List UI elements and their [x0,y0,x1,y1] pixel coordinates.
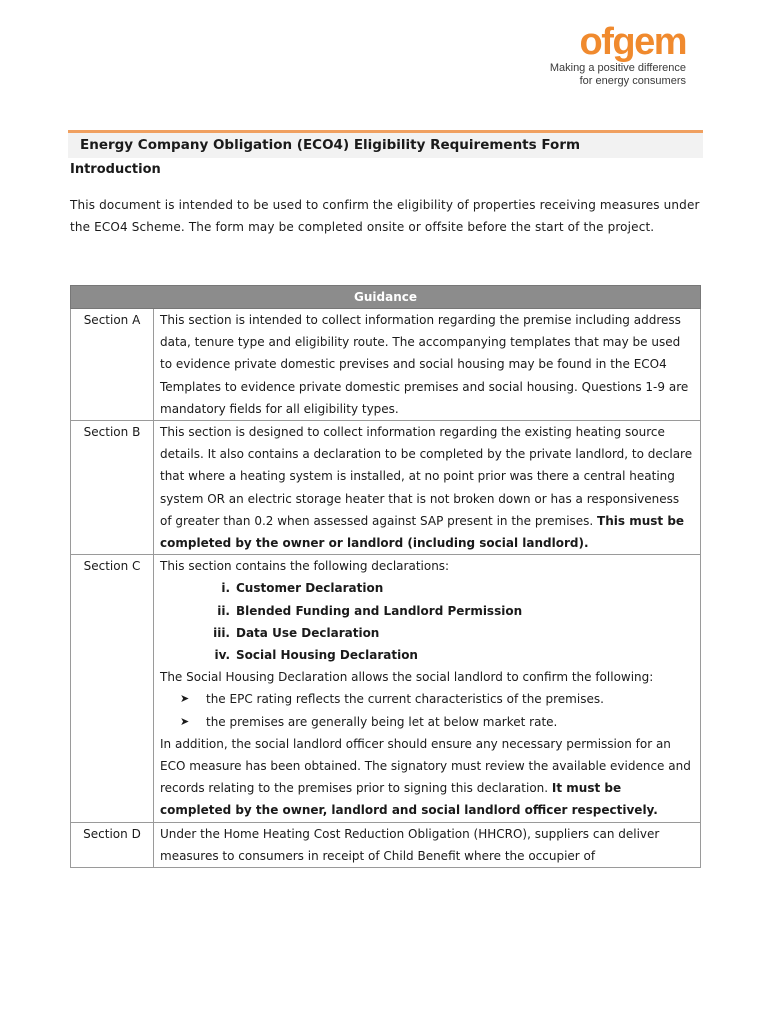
section-a-text: This section is intended to collect information regarding the premise including address data, tenure type and eligibility route. The accompanying templates that may be used to evidence private domestic previses and social housing may be found in the ECO4 Templates to evidence private domestic premises and social housing. Questions 1-9 are mandatory fields for all eligibility types. [154,309,701,421]
section-c-label: Section C [71,555,154,822]
declaration-number: iv. [214,648,230,663]
declaration-number: iii. [213,625,230,640]
section-c-addition-text: In addition, the social landlord officer should ensure any necessary permission for an ECO measure has been obtained. The signatory must review the available evidence and records relating to the premises prior to signing this declaration. [160,736,691,796]
ofgem-logo [550,22,686,88]
bullet-text: the EPC rating reflects the current characteristics of the premises. [206,692,604,707]
logo-tagline-line-2: for energy consumers [579,75,686,87]
section-d-label: Section D [71,822,154,867]
arrow-bullet-icon: ➤ [180,692,190,706]
document-title-bar [68,130,703,158]
declarations-list [160,577,694,666]
declaration-text: Data Use Declaration [236,625,380,640]
logo-tagline-line-1: Making a positive difference [549,62,686,74]
declaration-text: Customer Declaration [236,581,384,596]
list-item [200,577,694,599]
section-a-label: Section A [71,309,154,421]
arrow-bullet-icon: ➤ [180,714,190,728]
table-row [71,309,701,421]
list-item [160,711,694,733]
list-item [200,600,694,622]
list-item [200,644,694,666]
table-row [71,421,701,555]
declaration-text: Social Housing Declaration [236,648,418,663]
guidance-table [70,285,701,868]
document-title: Energy Company Obligation (ECO4) Eligibility Requirements Form [80,137,581,153]
section-c-bold-text: It must be completed by the owner, landlord and social landlord officer respectively. [160,781,658,818]
table-row [71,555,701,822]
section-b-text: This section is designed to collect information regarding the existing heating source details. It also contains a declaration to be completed by the private landlord, to declare that where a heating system is installed, at no point prior was there a central heating system OR an electric storage heater that is not broken down or has a responsiveness of greater than 0.2 when assessed against SAP present in the premises. [160,425,693,528]
declaration-number: i. [221,581,230,596]
intro-heading: Introduction [70,162,161,177]
section-c-intro: This section contains the following declarations: [160,559,450,574]
section-b-bold-text: This must be completed by the owner or landlord (including social landlord). [160,513,685,551]
guidance-header: Guidance [71,286,701,309]
declaration-text: Blended Funding and Landlord Permission [236,603,523,618]
intro-paragraph: This document is intended to be used to confirm the eligibility of properties receiving measures under the ECO4 Scheme. The form may be completed onsite or offsite before the start of the project. [70,198,700,234]
section-c-addition [160,733,694,822]
list-item [160,688,694,710]
declaration-number: ii. [217,603,230,618]
bullet-text: the premises are generally being let at below market rate. [206,714,558,729]
section-b-cell [154,421,701,555]
list-item [200,622,694,644]
ofgem-wordmark: ofgem [579,21,686,63]
social-housing-text: The Social Housing Declaration allows the social landlord to confirm the following: [160,670,654,685]
section-b-label: Section B [71,421,154,555]
table-row [71,822,701,867]
section-c-cell [154,555,701,822]
section-d-text: Under the Home Heating Cost Reduction Obligation (HHCRO), suppliers can deliver measures to consumers in receipt of Child Benefit where the occupier of [154,822,701,867]
